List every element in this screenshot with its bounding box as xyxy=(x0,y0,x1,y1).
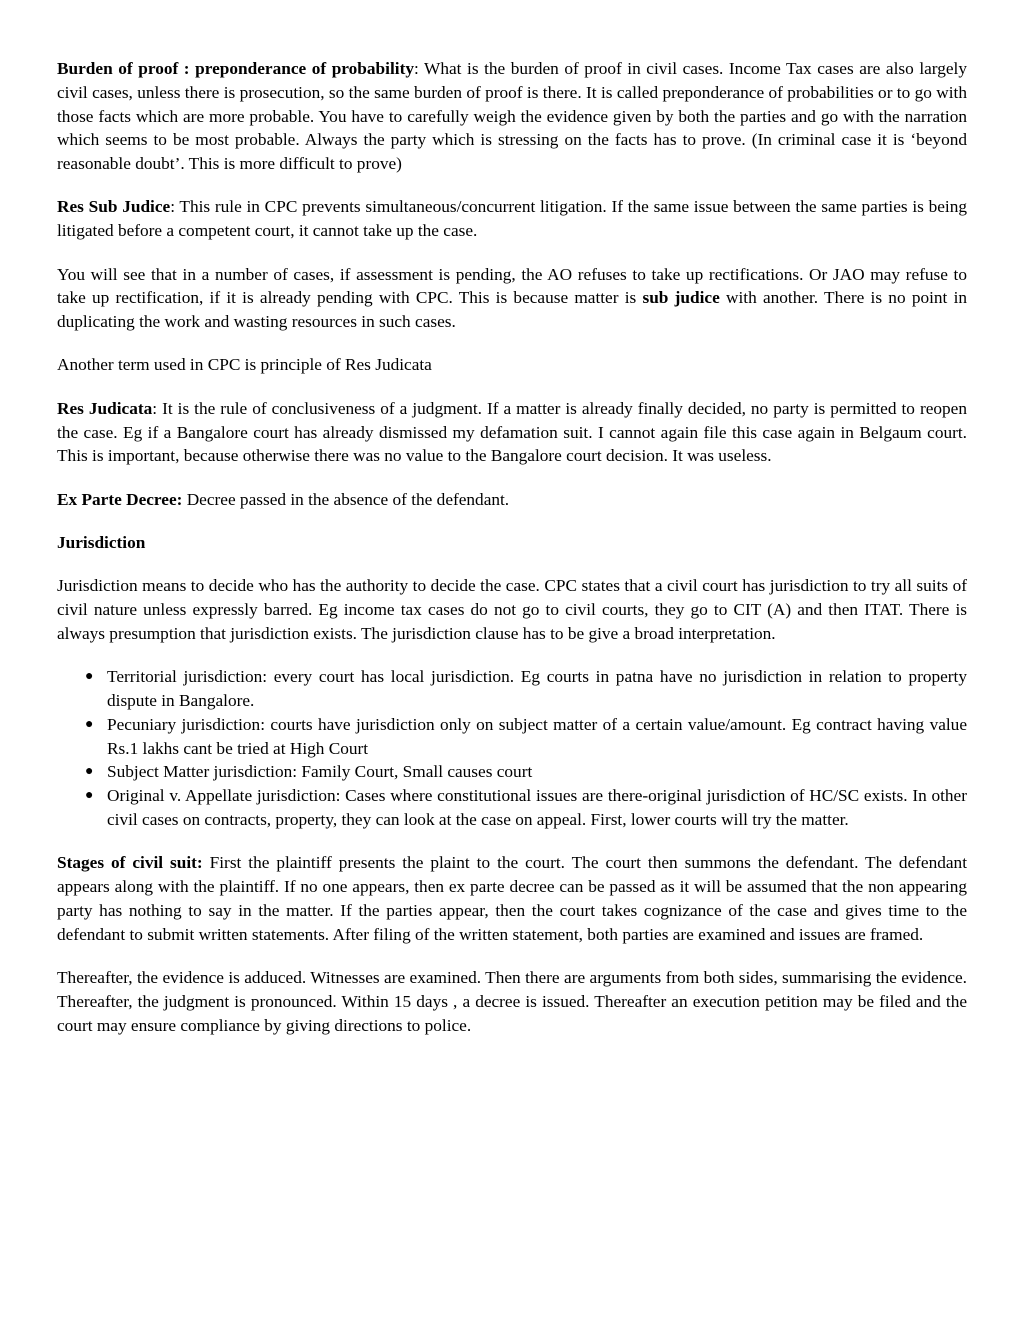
paragraph-text: Decree passed in the absence of the defendant. xyxy=(182,489,510,509)
list-item-text: Original v. Appellate jurisdiction: Cases where constitutional issues are there-original jurisdiction of HC/SC exists. In other civil cases on contracts, property, they can look at the case on appeal. First, lower courts will try the matter. xyxy=(107,786,967,829)
bullet-icon: ● xyxy=(85,669,94,685)
list-item-text: Pecuniary jurisdiction: courts have jurisdiction only on subject matter of a certain value/amount. Eg contract having value Rs.1 lakhs cant be tried at High Court xyxy=(107,714,967,758)
list-item xyxy=(85,713,967,761)
paragraph-text: Another term used in CPC is principle of Res Judicata xyxy=(57,355,432,375)
jurisdiction-list xyxy=(57,665,967,832)
paragraph-burden-of-proof xyxy=(57,57,967,176)
paragraph-text: Jurisdiction means to decide who has the authority to decide the case. CPC states that a civil court has jurisdiction to try all suits of civil nature unless expressly barred. Eg income tax cases do not go to civil courts, they go to CIT (A) and then ITAT. There is always presumption that jurisdiction exists. The jurisdiction clause has to be give a broad interpretation. xyxy=(57,576,967,643)
paragraph-jurisdiction xyxy=(57,574,967,645)
bullet-icon: ● xyxy=(85,788,94,804)
term-sub-judice: sub judice xyxy=(642,288,720,308)
paragraph-res-judicata-intro xyxy=(57,353,967,377)
paragraph-text: with another. There is no point in duplicating the work and wasting resources in such cases. xyxy=(57,288,968,332)
list-item-text: Subject Matter jurisdiction: Family Court, Small causes court xyxy=(107,762,533,782)
paragraph-res-judicata xyxy=(57,397,967,468)
heading-text: Jurisdiction xyxy=(57,532,146,552)
document-page xyxy=(57,57,967,1057)
heading-jurisdiction xyxy=(57,531,967,555)
term-burden-of-proof: Burden of proof : preponderance of probability xyxy=(57,59,414,78)
paragraph-text: Thereafter, the evidence is adduced. Witnesses are examined. Then there are arguments from both sides, summarising the evidence. Thereafter, the judgment is pronounced. Within 15 days , a decree is issued. Thereafter an execution petition may be filed and the court may ensure compliance by giving directions to police. xyxy=(57,967,967,1035)
bullet-icon: ● xyxy=(85,764,94,780)
term-ex-parte-decree: Ex Parte Decree: xyxy=(57,489,183,509)
paragraph-res-sub-judice xyxy=(57,195,967,243)
list-item xyxy=(85,760,967,784)
list-item-text: Territorial jurisdiction: every court has local jurisdiction. Eg courts in patna have no jurisdiction in relation to property dispute in Bangalore. xyxy=(107,667,967,710)
paragraph-sub-judice-example xyxy=(57,263,967,334)
term-res-sub-judice: Res Sub Judice xyxy=(57,197,171,217)
term-res-judicata: Res Judicata xyxy=(57,398,153,418)
bullet-icon: ● xyxy=(85,716,94,732)
paragraph-evidence-and-decree xyxy=(57,966,967,1037)
paragraph-ex-parte-decree xyxy=(57,488,967,512)
paragraph-text: : What is the burden of proof in civil cases. Income Tax cases are also largely civil cases, unless there is prosecution, so the same burden of proof is there. It is called preponderance of probabilities or to go with those facts which are more probable. You have to carefully weigh the evidence given by both the parties and go with the narration which seems to be most probable. Always the party which is stressing on the facts has to prove. (In criminal case it is ‘beyond reasonable doubt’. This is more difficult to prove) xyxy=(57,59,967,174)
paragraph-stages-of-civil-suit xyxy=(57,851,967,946)
paragraph-text: : It is the rule of conclusiveness of a judgment. If a matter is already finally decided, no party is permitted to reopen the case. Eg if a Bangalore court has already dismissed my defamation suit. I cannot again file this case again in Belgaum court. This is important, because otherwise there was no value to the Bangalore court decision. It was useless. xyxy=(57,398,967,466)
paragraph-text: First the plaintiff presents the plaint to the court. The court then summons the defendant. The defendant appears along with the plaintiff. If no one appears, then ex parte decree can be passed as it will be assumed that the non appearing party has nothing to say in the matter. If the parties appear, then the court takes cognizance of the case and gives time to the defendant to submit written statements. After filing of the written statement, both parties are examined and issues are framed. xyxy=(57,853,967,944)
list-item xyxy=(85,665,967,713)
paragraph-text: : This rule in CPC prevents simultaneous/concurrent litigation. If the same issue between the same parties is being litigated before a competent court, it cannot take up the case. xyxy=(57,197,967,241)
list-item xyxy=(85,784,967,832)
paragraph-text: You will see that in a number of cases, if assessment is pending, the AO refuses to take up rectifications. Or JAO may refuse to take up rectification, if it is already pending with CPC. This is because matter is xyxy=(57,264,967,308)
term-stages-of-civil-suit: Stages of civil suit: xyxy=(57,853,203,873)
